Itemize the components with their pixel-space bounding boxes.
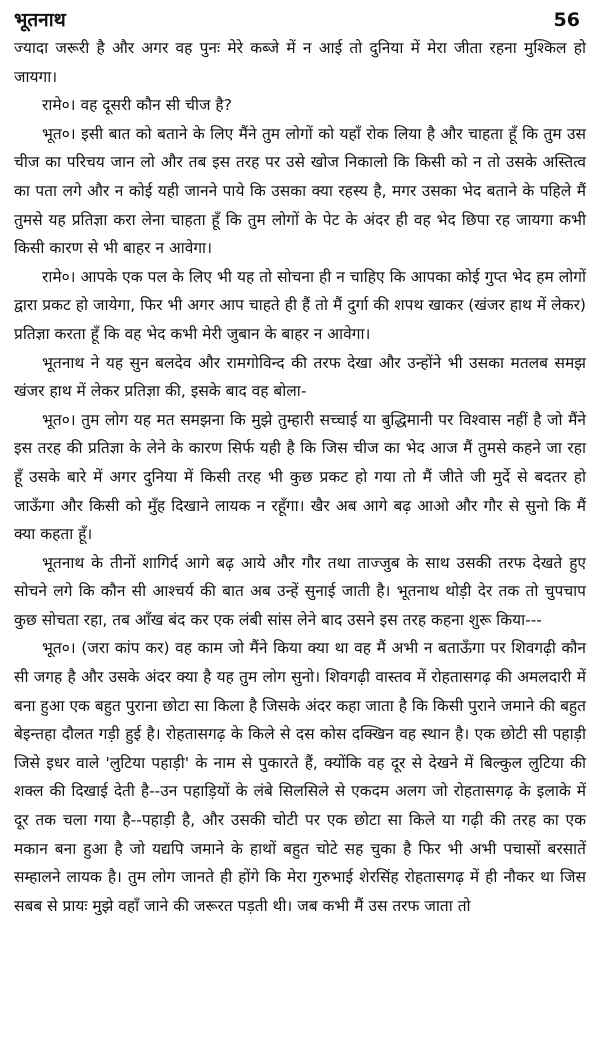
running-head: भूतनाथ (14, 9, 66, 31)
paragraph-continuation: ज्यादा जरूरी है और अगर वह पुनः मेरे कब्जे में न आई तो दुनिया में मेरा जीता रहना मुश्किल हो जायगा। (14, 39, 586, 86)
body-text (14, 34, 586, 920)
paragraph-narration-oath: भूतनाथ ने यह सुन बलदेव और रामगोविन्द की तरफ देखा और उन्होंने भी उसका मतलब समझ खंजर हाथ में लेकर प्रतिज्ञा की, इसके बाद वह बोला- (14, 353, 586, 401)
page-number: 56 (553, 9, 580, 31)
paragraph-narration-disciples: भूतनाथ के तीनों शागिर्द आगे बढ़ आये और गौर तथा ताज्जुब के साथ उसकी तरफ देखते हुए सोचने लगे कि कौन सी आश्चर्य की बात अब उन्हें सुनाई जाती है। भूतनाथ थोड़ी देर तक तो चुपचाप कुछ सोचता रहा, तब आँख बंद कर एक लंबी सांस लेने बाद उसने इस तरह कहना शुरू किया--- (14, 553, 586, 629)
paragraph-dialogue-rame-oath: रामे०। आपके एक पल के लिए भी यह तो सोचना ही न चाहिए कि आपका कोई गुप्त भेद हम लोगों द्वारा प्रकट हो जायेगा, फिर भी अगर आप चाहते ही हैं तो मैं दुर्गा की शपथ खाकर (खंजर हाथ में लेकर) प्रतिज्ञा करता हूँ कि वह भेद कभी मेरी जुबान के बाहर न आवेगा। (14, 267, 586, 343)
paragraph-dialogue-bhoot-trust: भूत०। तुम लोग यह मत समझना कि मुझे तुम्हारी सच्चाई या बुद्धिमानी पर विश्वास नहीं है जो मैंने इस तरह की प्रतिज्ञा के लेने के कारण सिर्फ यही है कि जिस चीज का भेद आज मैं तुमसे कहने जा रहा हूँ उसके बारे में अगर दुनिया में किसी तरह भी कुछ प्रकट हो गया तो मैं जीते जी मुर्दे से बदतर हो जाऊँगा और किसी को मुँह दिखाने लायक न रहूँगा। खैर अब आगे बढ़ आओ और गौर से सुनो कि मैं क्या कहता हूँ। (14, 410, 586, 544)
paragraph-dialogue-bhoot-oath-request: भूत०। इसी बात को बताने के लिए मैंने तुम लोगों को यहाँ रोक लिया है और चाहता हूँ कि तुम उस चीज का परिचय जान लो और तब इस तरह पर उसे खोज निकालो कि किसी को न तो उसके अस्तित्व का पता लगे और न कोई यही जानने पाये कि उसका क्या रहस्य है, मगर उसका भेद बताने के पहिले मैं तुमसे यह प्रतिज्ञा करा लेना चाहता हूँ कि तुम लोगों के पेट के अंदर ही वह भेद छिपा रह जायगा कभी किसी कारण से भी बाहर न आवेगा। (14, 124, 586, 258)
paragraph-dialogue-rame-question: रामे०। वह दूसरी कौन सी चीज है? (42, 96, 232, 115)
paragraph-dialogue-bhoot-shivgarhi: भूत०। (जरा कांप कर) वह काम जो मैंने किया क्या था वह मैं अभी न बताऊँगा पर शिवगढ़ी कौन सी जगह है और उसके अंदर क्या है यह तुम लोग सुनो। शिवगढ़ी वास्तव में रोहतासगढ़ की अमलदारी में बना हुआ एक बहुत पुराना छोटा सा किला है जिसके अंदर कहा जाता है कि किसी पुराने जमाने की बहुत बेइन्तहा दौलत गड़ी हुई है। रोहतासगढ़ के किले से दस कोस दक्खिन वह स्थान है। एक छोटी सी पहाड़ी जिसे इधर वाले 'लुटिया पहाड़ी' के नाम से पुकारते हैं, क्योंकि वह दूर से देखने में बिल्कुल लुटिया की शक्ल की दिखाई देती है--उन पहाड़ियों के लंबे सिलसिले से एकदम अलग जो रोहतासगढ़ के इलाके में दूर तक चला गया है--पहाड़ी है, और उसकी चोटी पर एक छोटा सा किले या गढ़ी की तरह का एक मकान बना हुआ है जो यद्यपि जमाने के हाथों बहुत चोटे सह चुका है फिर भी अभी पचासों बरसातें सम्हालने लायक है। तुम लोग जानते ही होंगे कि मेरा गुरुभाई शेरसिंह रोहतासगढ़ में ही नौकर था जिस सबब से प्रायः मुझे वहाँ जाने की जरूरत पड़ती थी। जब कभी मैं उस तरफ जाता तो (14, 639, 586, 915)
page-header (14, 6, 586, 32)
